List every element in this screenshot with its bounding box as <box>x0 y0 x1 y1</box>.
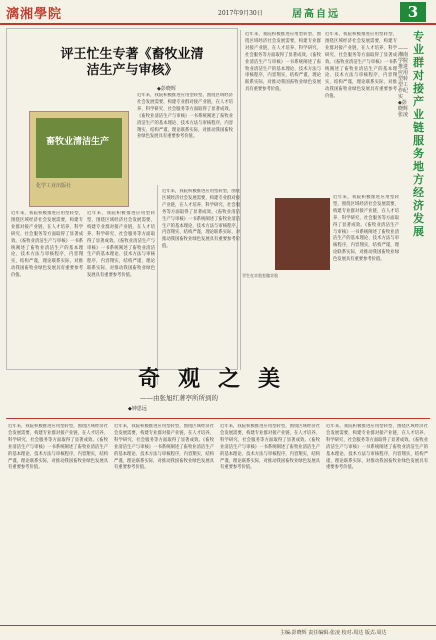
feature-body-1: 近年来，我院积极推进应用型转型，围绕区域经济社会发展需要，构建专业群对接产业链，在人才培养、科学研究、社会服务等方面取得了显著成效。《畜牧业清洁生产与审核》一书系统阐述了畜牧业清洁生产的基本理论、技术方法与审核程序，内容翔实，结构严谨，理论联系实际，对推动我国畜牧业绿色发展具有重要参考价值。 <box>245 32 321 93</box>
book-cover-panel <box>36 118 122 178</box>
sidebar-headline: 专业群对接产业链 服务地方经济发展 <box>413 30 424 238</box>
story-title: 奇观之美 <box>138 366 299 392</box>
book-cover <box>29 111 129 207</box>
page-footer <box>0 625 436 640</box>
issue-date: 2017年9月30日 <box>218 10 263 17</box>
story-body-3: 近年来，我院积极推进应用型转型，围绕区域经济社会发展需要，构建专业群对接产业链，在人才培养、科学研究、社会服务等方面取得了显著成效。《畜牧业清洁生产与审核》一书系统阐述了畜牧业清洁生产的基本理论、技术方法与审核程序，内容翔实，结构严谨，理论联系实际，对推动我国畜牧业绿色发展具有重要参考价值。 <box>220 424 320 471</box>
story-body-1: 近年来，我院积极推进应用型转型，围绕区域经济社会发展需要，构建专业群对接产业链，在人才培养、科学研究、社会服务等方面取得了显著成效。《畜牧业清洁生产与审核》一书系统阐述了畜牧业清洁生产的基本理论、技术方法与审核程序，内容翔实，结构严谨，理论联系实际，对推动我国畜牧业绿色发展具有重要参考价值。 <box>8 424 108 471</box>
feature-body-3: 近年来，我院积极推进应用型转型，围绕区域经济社会发展需要，构建专业群对接产业链，在人才培养、科学研究、社会服务等方面取得了显著成效。《畜牧业清洁生产与审核》一书系统阐述了畜牧业清洁生产的基本理论、技术方法与审核程序，内容翔实，结构严谨，理论联系实际，对推动我国畜牧业绿色发展具有重要参考价值。 <box>333 195 399 263</box>
story-byline: ◆钟思远 <box>128 406 147 412</box>
sidebar-byline: ——湘南学院推进应用型转型工作纪实 ◆彭晓辉 张凌 <box>398 46 409 118</box>
page-number: 3 <box>400 2 426 22</box>
story-rule <box>6 418 430 419</box>
book-review-article <box>6 28 238 370</box>
review-title: 评王忙生专著《畜牧业清洁生产与审核》 <box>60 47 204 78</box>
section-title: 居高自远 <box>292 9 340 20</box>
story-body-2: 近年来，我院积极推进应用型转型，围绕区域经济社会发展需要，构建专业群对接产业链，在人才培养、科学研究、社会服务等方面取得了显著成效。《畜牧业清洁生产与审核》一书系统阐述了畜牧业清洁生产的基本理论、技术方法与审核程序，内容翔实，结构严谨，理论联系实际，对推动我国畜牧业绿色发展具有重要参考价值。 <box>114 424 214 471</box>
newspaper-logo: 漓湘學院 <box>6 7 63 22</box>
story-subtitle: ——由张旭红著亭所所到的 <box>140 394 218 402</box>
masthead-rule <box>0 23 436 25</box>
review-byline: ◆彭晓辉 <box>157 86 176 92</box>
feature-body-2: 近年来，我院积极推进应用型转型，围绕区域经济社会发展需要，构建专业群对接产业链，在人才培养、科学研究、社会服务等方面取得了显著成效。《畜牧业清洁生产与审核》一书系统阐述了畜牧业清洁生产的基本理论、技术方法与审核程序，内容翔实，结构严谨，理论联系实际，对推动我国畜牧业绿色发展具有重要参考价值。 <box>325 32 397 100</box>
footer-credits: 主编:彭晓辉 责任编辑:张凌 校对:周达 版式:周达 <box>280 630 387 636</box>
photo-arch <box>275 198 330 270</box>
masthead <box>0 0 436 22</box>
review-body-1: 近年来，我院积极推进应用型转型，围绕区域经济社会发展需要，构建专业群对接产业链，在人才培养、科学研究、社会服务等方面取得了显著成效。《畜牧业清洁生产与审核》一书系统阐述了畜牧业清洁生产的基本理论、技术方法与审核程序，内容翔实，结构严谨，理论联系实际，对推动我国畜牧业绿色发展具有重要参考价值。 <box>137 93 233 140</box>
book-publisher: 化学工业出版社 <box>36 183 72 189</box>
book-cover-title: 畜牧业清洁生产 <box>46 137 110 147</box>
review-body-3: 近年来，我院积极推进应用型转型，围绕区域经济社会发展需要，构建专业群对接产业链，在人才培养、科学研究、社会服务等方面取得了显著成效。《畜牧业清洁生产与审核》一书系统阐述了畜牧业清洁生产的基本理论、技术方法与审核程序，内容翔实，结构严谨，理论联系实际，对推动我国畜牧业绿色发展具有重要参考价值。 <box>87 211 155 279</box>
author-bio-text: 近年来，我院积极推进应用型转型，围绕区域经济社会发展需要，构建专业群对接产业链，在人才培养、科学研究、社会服务等方面取得了显著成效。《畜牧业清洁生产与审核》一书系统阐述了畜牧业清洁生产的基本理论、技术方法与审核程序，内容翔实，结构严谨，理论联系实际，对推动我国畜牧业绿色发展具有重要参考价值。 <box>162 189 240 250</box>
review-body-2: 近年来，我院积极推进应用型转型，围绕区域经济社会发展需要，构建专业群对接产业链，在人才培养、科学研究、社会服务等方面取得了显著成效。《畜牧业清洁生产与审核》一书系统阐述了畜牧业清洁生产的基本理论、技术方法与审核程序，内容翔实，结构严谨，理论联系实际，对推动我国畜牧业绿色发展具有重要参考价值。 <box>11 211 83 279</box>
photo-caption: 学生在实验室做实验 <box>242 273 278 278</box>
author-bio-box <box>157 185 242 385</box>
story-body-4: 近年来，我院积极推进应用型转型，围绕区域经济社会发展需要，构建专业群对接产业链，在人才培养、科学研究、社会服务等方面取得了显著成效。《畜牧业清洁生产与审核》一书系统阐述了畜牧业清洁生产的基本理论、技术方法与审核程序，内容翔实，结构严谨，理论联系实际，对推动我国畜牧业绿色发展具有重要参考价值。 <box>326 424 428 471</box>
